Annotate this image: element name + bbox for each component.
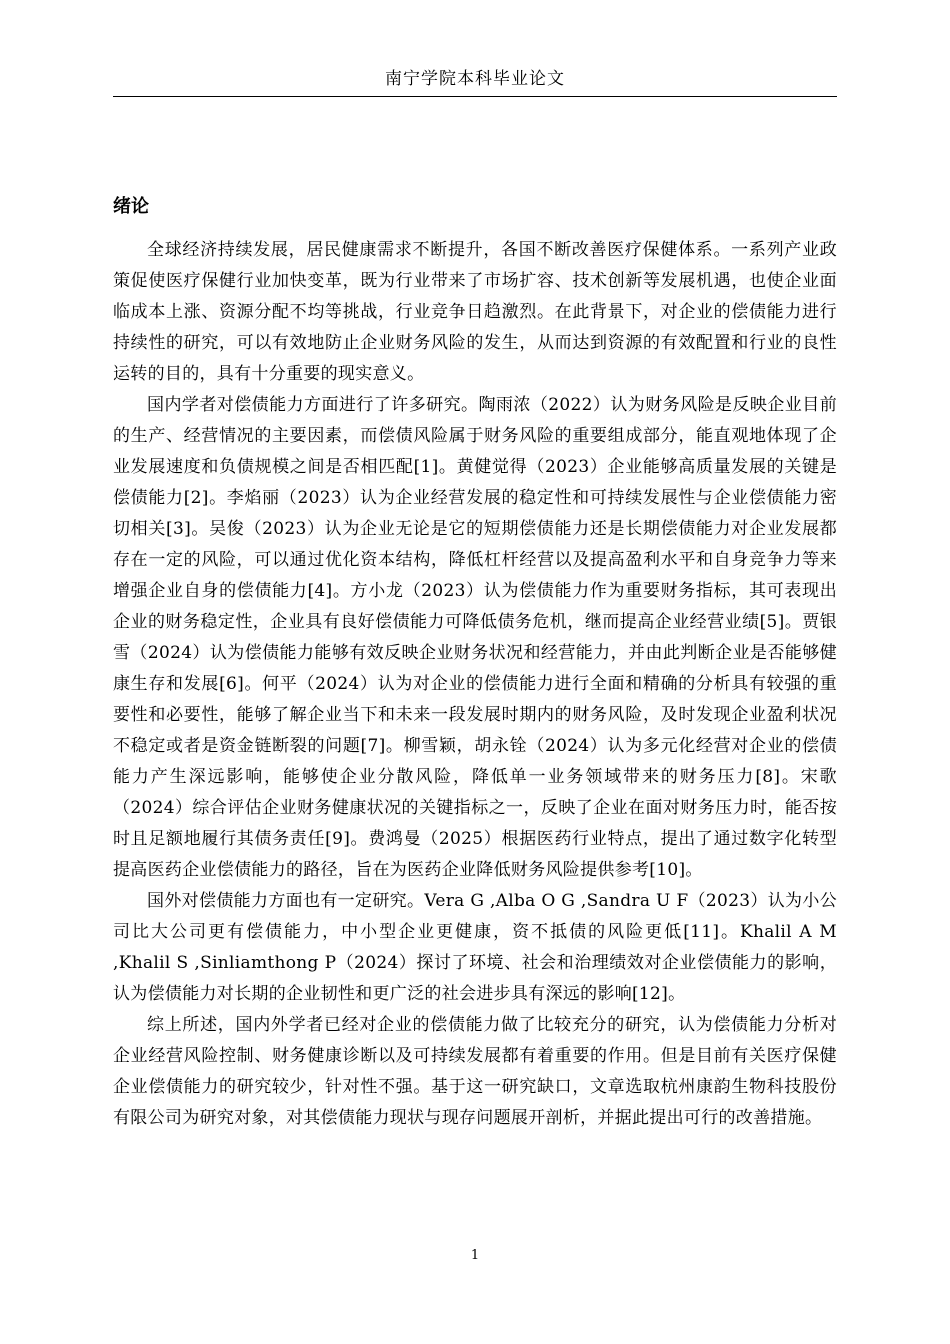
page-number: 1	[470, 1248, 480, 1263]
header-rule	[113, 96, 837, 97]
paragraph-domestic-research: 国内学者对偿债能力方面进行了许多研究。陶雨浓（2022）认为财务风险是反映企业目前的生产、经营情况的主要因素，而偿债风险属于财务风险的重要组成部分，能直观地体现了企业发展速度和负债规模之间是否相匹配[1]。黄健觉得（2023）企业能够高质量发展的关键是偿债能力[2]。李焰丽（2023）认为企业经营发展的稳定性和可持续发展性与企业偿债能力密切相关[3]。吴俊（2023）认为企业无论是它的短期偿债能力还是长期偿债能力对企业发展都存在一定的风险，可以通过优化资本结构，降低杠杆经营以及提高盈利水平和自身竞争力等来增强企业自身的偿债能力[4]。方小龙（2023）认为偿债能力作为重要财务指标，其可表现出企业的财务稳定性，企业具有良好偿债能力可降低债务危机，继而提高企业经营业绩[5]。贾银雪（2024）认为偿债能力能够有效反映企业财务状况和经营能力，并由此判断企业是否能够健康生存和发展[6]。何平（2024）认为对企业的偿债能力进行全面和精确的分析具有较强的重要性和必要性，能够了解企业当下和未来一段发展时期内的财务风险，及时发现企业盈利状况不稳定或者是资金链断裂的问题[7]。柳雪颖，胡永铨（2024）认为多元化经营对企业的偿债能力产生深远影响，能够使企业分散风险，降低单一业务领域带来的财务压力[8]。宋歌（2024）综合评估企业财务健康状况的关键指标之一，反映了企业在面对财务压力时，能否按时且足额地履行其债务责任[9]。费鸿曼（2025）根据医药行业特点，提出了通过数字化转型提高医药企业偿债能力的路径，旨在为医药企业降低财务风险提供参考[10]。	[113, 395, 837, 880]
main-content	[113, 192, 837, 1134]
paragraph-summary: 综上所述，国内外学者已经对企业的偿债能力做了比较充分的研究，认为偿债能力分析对企业经营风险控制、财务健康诊断以及可持续发展都有着重要的作用。但是目前有关医疗保健企业偿债能力的研究较少，针对性不强。基于这一研究缺口，文章选取杭州康韵生物科技股份有限公司为研究对象，对其偿债能力现状与现存问题展开剖析，并据此提出可行的改善措施。	[113, 1015, 837, 1128]
paragraph-background: 全球经济持续发展，居民健康需求不断提升，各国不断改善医疗保健体系。一系列产业政策促使医疗保健行业加快变革，既为行业带来了市场扩容、技术创新等发展机遇，也使企业面临成本上涨、资源分配不均等挑战，行业竞争日趋激烈。在此背景下，对企业的偿债能力进行持续性的研究，可以有效地防止企业财务风险的发生，从而达到资源的有效配置和行业的良性运转的目的，具有十分重要的现实意义。	[113, 240, 837, 384]
section-heading: 绪论	[113, 196, 149, 217]
paragraph-foreign-research: 国外对偿债能力方面也有一定研究。Vera G ,Alba O G ,Sandra U F（2023）认为小公司比大公司更有偿债能力，中小型企业更健康，资不抵债的风险更低[11]。Khalil A M ,Khalil S ,Sinliamthong P（2024）探讨了环境、社会和治理绩效对企业偿债能力的影响，认为偿债能力对长期的企业韧性和更广泛的社会进步具有深远的影响[12]。	[113, 891, 837, 1004]
running-header: 南宁学院本科毕业论文	[385, 69, 565, 89]
